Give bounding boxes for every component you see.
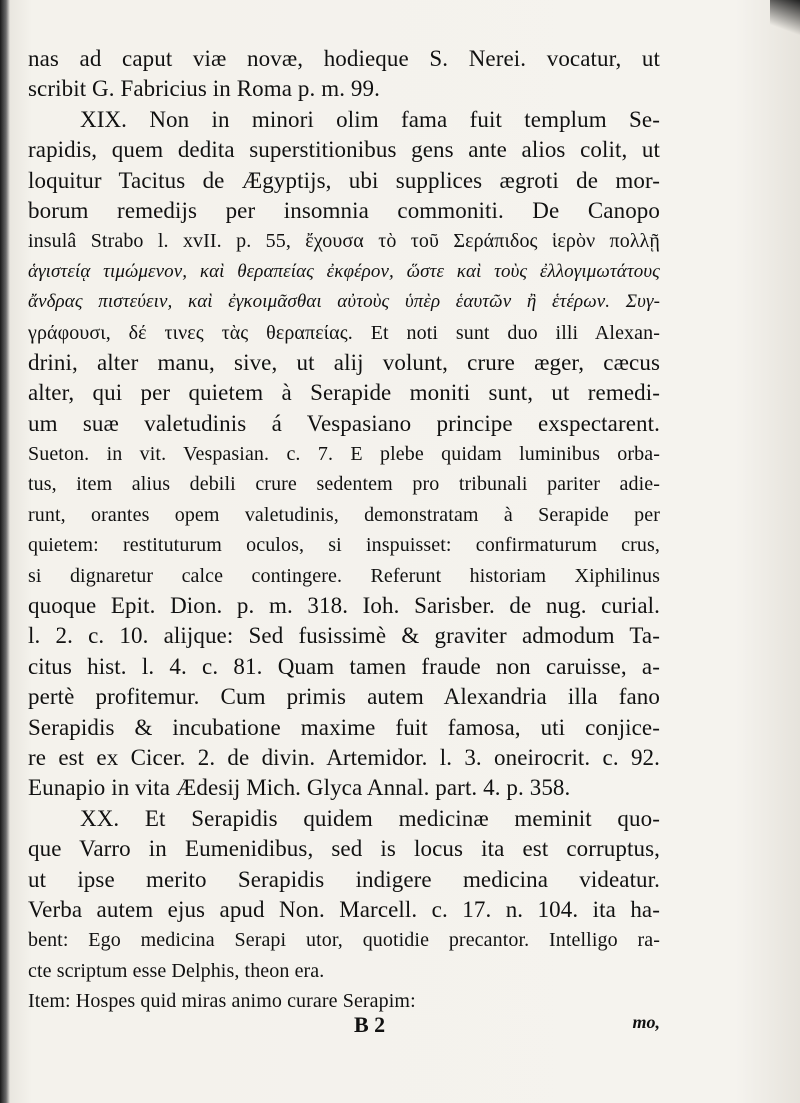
quotation-line: runt, orantes opem valetudinis, demonstratam à Serapide per [28,503,660,526]
text-line: borum remedijs per insomnia commoniti. De Canopo [28,197,660,223]
text-line: um suæ valetudinis á Vespasiano principe exspectarent. [28,410,660,436]
text-line: scribit G. Fabricius in Roma p. m. 99. [28,76,380,102]
text-line: l. 2. c. 10. alijque: Sed fusissimè & graviter admodum Ta- [28,623,660,649]
text-line: Serapidis & incubatione maxime fuit famosa, uti conjice- [28,714,660,740]
text-line: pertè profitemur. Cum primis autem Alexandria illa fano [28,684,660,710]
text-line: que Varro in Eumenidibus, sed is locus ita est corruptus, [28,836,660,862]
text-line: si dignaretur calce contingere. Referunt historiam Xiphilinus [28,564,660,587]
page-footer [28,1012,660,1042]
text-line: Sueton. in vit. Vespasian. c. 7. E plebe quidam luminibus orba- [28,443,660,466]
text-line: loquitur Tacitus de Ægyptijs, ubi supplices ægroti de mor- [28,167,660,193]
scan-shadow-corner [770,0,800,40]
text-line: ut ipse merito Serapidis indigere medicina videatur. [28,866,660,892]
text-line: nas ad caput viæ novæ, hodieque S. Nerei. vocatur, ut [28,46,660,71]
text-line: rapidis, quem dedita superstitionibus gens ante alios colit, ut [28,137,660,163]
text-line: citus hist. l. 4. c. 81. Quam tamen fraude non caruisse, a- [28,653,660,679]
greek-line: ἁγιστείᾳ τιμώμενον, καὶ θεραπείας ἐκφέρον, ὥστε καὶ τοὺς ἐλλογιμωτάτους [28,260,660,282]
greek-line: ἄνδρας πιστεύειν, καὶ ἐγκοιμᾶσθαι αὐτοὺς ὑπὲρ ἑαυτῶν ἢ ἑτέρων. Συγ- [28,291,660,313]
text-line: Item: Hospes quid miras animo curare Serapim: [28,990,416,1013]
scan-shadow-left [0,0,10,1103]
quotation-line: quietem: restituturum oculos, si inspuisset: confirmaturum crus, [28,534,660,557]
section-heading-line: XIX. Non in minori olim fama fuit templum Se- [80,106,660,132]
text-line: cte scriptum esse Delphis, theon era. [28,959,325,982]
text-line: insulâ Strabo l. xvII. p. 55, ἔχουσα τὸ τοῦ Σεράπιδος ἱερὸν πολλῇ [28,230,660,253]
text-line: alter, qui per quietem à Serapide moniti sunt, ut remedi- [28,380,660,406]
text-line: bent: Ego medicina Serapi utor, quotidie precantor. Intelligo ra- [28,929,660,952]
text-line: γράφουσι, δέ τινες τὰς θεραπείας. Et noti sunt duo illi Alexan- [28,321,660,344]
section-heading-line: XX. Et Serapidis quidem medicinæ meminit quo- [80,805,660,831]
text-line: Eunapio in vita Ædesij Mich. Glyca Annal. part. 4. p. 358. [28,775,571,801]
signature-mark: B 2 [354,1012,386,1037]
text-line: drini, alter manu, sive, ut alij volunt, crure æger, cæcus [28,349,660,375]
body-text [28,44,660,1017]
catchword: mo, [632,1012,660,1032]
text-line: Verba autem ejus apud Non. Marcell. c. 17. n. 104. ita ha- [28,896,660,922]
text-line: quoque Epit. Dion. p. m. 318. Ioh. Sarisber. de nug. curial. [28,593,660,619]
quotation-line: tus, item alius debili crure sedentem pro tribunali pariter adie- [28,473,660,496]
text-line: re est ex Cicer. 2. de divin. Artemidor. l. 3. oneirocrit. c. 92. [28,744,660,770]
